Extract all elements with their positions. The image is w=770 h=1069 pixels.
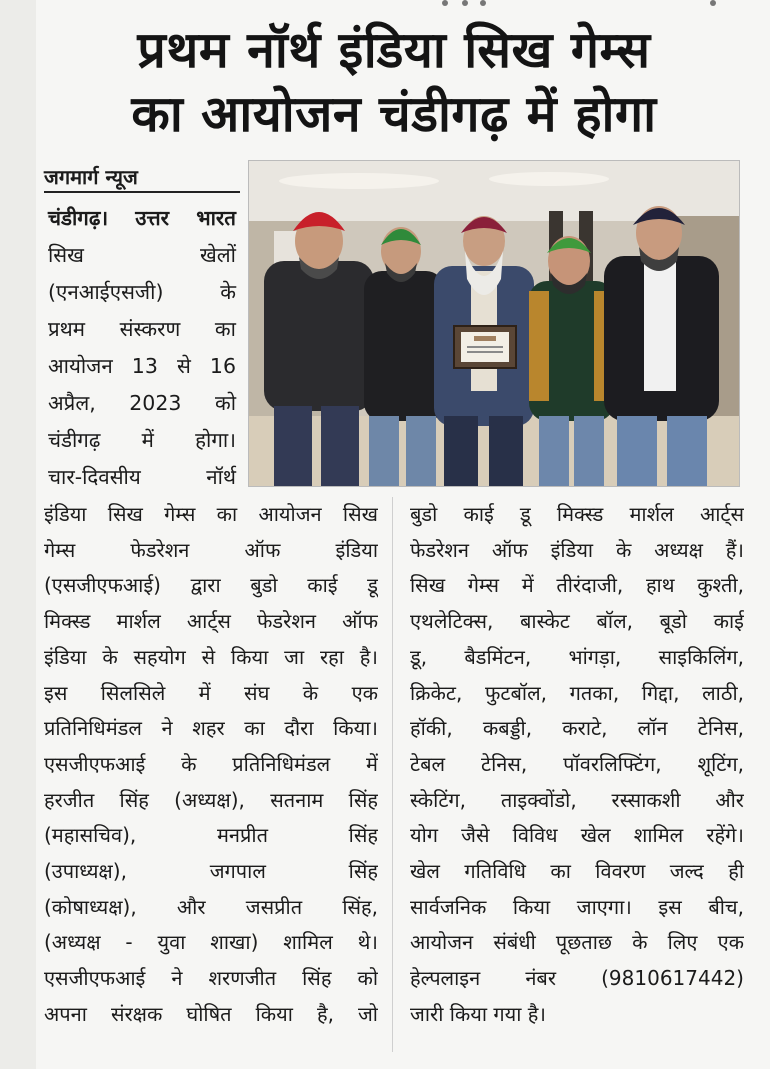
- article-line: (अध्यक्ष - युवा शाखा) शामिल थे।: [44, 930, 378, 955]
- article-column-left: [44, 497, 378, 1033]
- article-line: हरजीत सिंह (अध्यक्ष), सतनाम सिंह: [44, 787, 378, 812]
- article-line: सार्वजनिक किया जाएगा। इस बीच,: [410, 894, 744, 919]
- article-line: एसजीएफआई ने शरणजीत सिंह को: [44, 966, 378, 991]
- page-margin-strip: [0, 0, 36, 1069]
- article-line: (महासचिव), मनप्रीत सिंह: [44, 823, 378, 848]
- article-line: इस सिलसिले में संघ के एक: [44, 680, 378, 705]
- article-line: आयोजन संबंधी पूछताछ के लिए एक: [410, 930, 744, 955]
- article-line: स्केटिंग, ताइक्वोंडो, रस्साकशी और: [410, 787, 744, 812]
- article-line: (एसजीएफआई) द्वारा बुडो काई डू: [44, 573, 378, 598]
- headline: [44, 18, 744, 146]
- intro-line: चार-दिवसीय नॉर्थ: [48, 465, 236, 489]
- news-photo: [248, 160, 740, 487]
- headline-line-1: प्रथम नॉर्थ इंडिया सिख गेम्स: [137, 21, 651, 79]
- column-divider: [392, 497, 393, 1052]
- article-line: हेल्पलाइन नंबर (9810617442): [410, 966, 744, 991]
- headline-line-2: का आयोजन चंडीगढ़ में होगा: [131, 85, 657, 143]
- article-line: एथलेटिक्स, बास्केट बॉल, बूडो काई: [410, 609, 744, 634]
- article-line: योग जैसे विविध खेल शामिल रहेंगे।: [410, 823, 744, 848]
- intro-column: [48, 200, 236, 496]
- article-line: एसजीएफआई के प्रतिनिधिमंडल में: [44, 751, 378, 776]
- intro-line: प्रथम संस्करण का: [48, 317, 236, 341]
- article-line: टेबल टेनिस, पॉवरलिफ्टिंग, शूटिंग,: [410, 751, 744, 776]
- article-line: (उपाध्यक्ष), जगपाल सिंह: [44, 859, 378, 884]
- intro-line: चंडीगढ़। उत्तर भारत: [48, 206, 236, 230]
- intro-line: चंडीगढ़ में होगा।: [48, 428, 236, 452]
- article-line: इंडिया के सहयोग से किया जा रहा है।: [44, 644, 378, 669]
- article-line: सिख गेम्स में तीरंदाजी, हाथ कुश्ती,: [410, 573, 744, 598]
- article-line: गेम्स फेडरेशन ऑफ इंडिया: [44, 537, 378, 562]
- article-line: मिक्स्ड मार्शल आर्ट्स फेडरेशन ऑफ: [44, 609, 378, 634]
- article-line: अपना संरक्षक घोषित किया है, जो: [44, 1001, 378, 1026]
- clipped-previous-text: [380, 0, 720, 6]
- article-column-right: [410, 497, 744, 1033]
- intro-line: अप्रैल, 2023 को: [48, 391, 236, 415]
- article-line: खेल गतिविधि का विवरण जल्द ही: [410, 859, 744, 884]
- intro-line: (एनआईएसजी) के: [48, 280, 236, 304]
- article-line: प्रतिनिधिमंडल ने शहर का दौरा किया।: [44, 716, 378, 741]
- article-line: (कोषाध्यक्ष), और जसप्रीत सिंह,: [44, 894, 378, 919]
- article-line: जारी किया गया है।: [410, 1001, 547, 1026]
- article-line: इंडिया सिख गेम्स का आयोजन सिख: [44, 502, 378, 526]
- article-line: हॉकी, कबड्डी, कराटे, लॉन टेनिस,: [410, 716, 744, 741]
- byline: जगमार्ग न्यूज: [44, 164, 240, 193]
- group-photo-illustration: [249, 161, 739, 486]
- article-line: डू, बैडमिंटन, भांगड़ा, साइकिलिंग,: [410, 644, 744, 669]
- intro-line: आयोजन 13 से 16: [48, 354, 236, 378]
- intro-line: सिख खेलों: [48, 243, 236, 267]
- article-line: क्रिकेट, फुटबॉल, गतका, गिद्दा, लाठी,: [410, 680, 744, 705]
- article-line: बुडो काई डू मिक्स्ड मार्शल आर्ट्स: [410, 502, 744, 526]
- article-line: फेडरेशन ऑफ इंडिया के अध्यक्ष हैं।: [410, 537, 744, 562]
